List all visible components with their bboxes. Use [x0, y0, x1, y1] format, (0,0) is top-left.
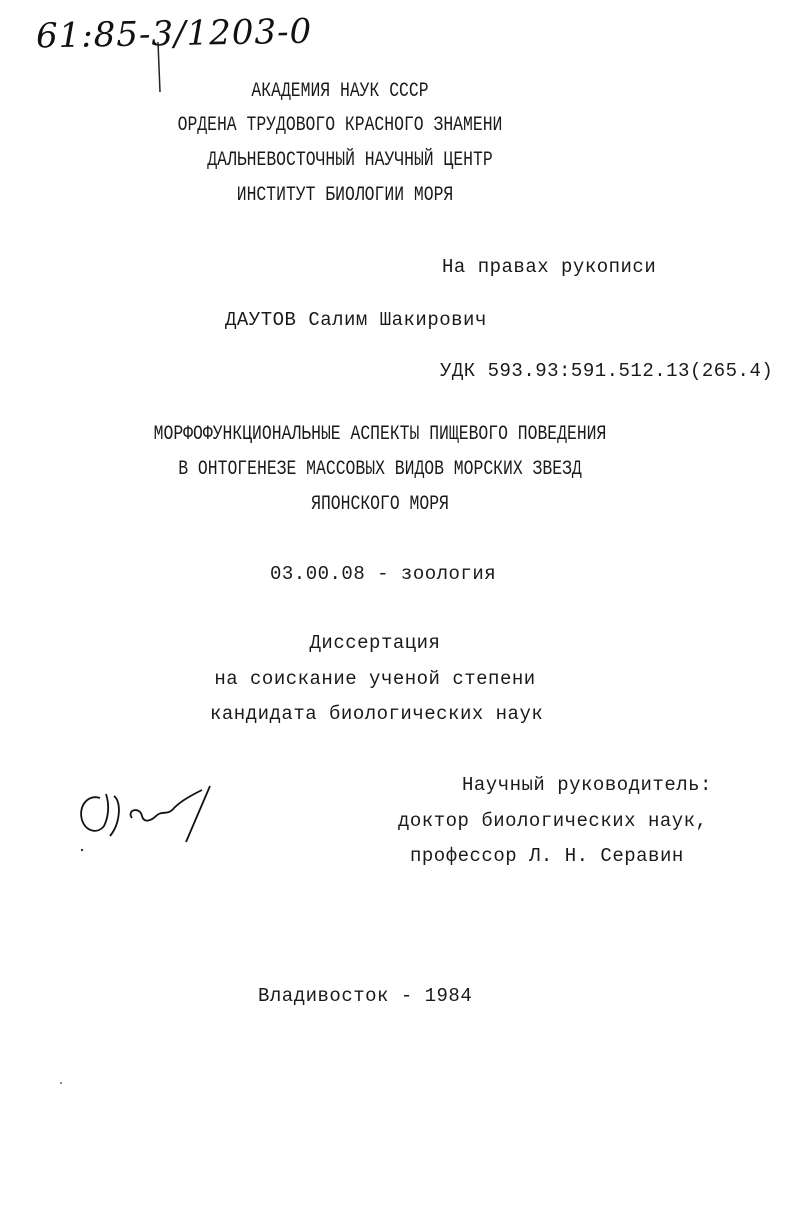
supervisor-label: Научный руководитель: [462, 774, 712, 796]
supervisor-degree: доктор биологических наук, [398, 810, 708, 832]
scan-speck [60, 1082, 62, 1084]
archive-mark-stroke [150, 40, 170, 100]
degree-line-3: кандидата биологических наук [210, 703, 544, 725]
supervisor-name: профессор Л. Н. Серавин [410, 845, 684, 867]
manuscript-rights: На правах рукописи [442, 256, 657, 278]
place-and-year: Владивосток - 1984 [258, 985, 473, 1007]
udc-code: УДК 593.93:591.512.13(265.4) [440, 360, 774, 382]
institution-line-3: ДАЛЬНЕВОСТОЧНЫЙ НАУЧНЫЙ ЦЕНТР [207, 149, 493, 172]
institution-line-4: ИНСТИТУТ БИОЛОГИИ МОРЯ [236, 184, 454, 207]
degree-line-2: на соискание ученой степени [214, 668, 536, 690]
archive-mark: 61:85-3/1203-0 [35, 11, 313, 57]
institution-line-2: ОРДЕНА ТРУДОВОГО КРАСНОГО ЗНАМЕНИ [177, 114, 503, 137]
specialty: 03.00.08 - зоология [270, 563, 497, 585]
thesis-title-line-1: МОРФОФУНКЦИОНАЛЬНЫЕ АСПЕКТЫ ПИЩЕВОГО ПОВЕДЕНИЯ [153, 423, 607, 446]
degree-line-1: Диссертация [309, 632, 441, 654]
author-name: ДАУТОВ Салим Шакирович [225, 309, 487, 331]
thesis-title-line-2: В ОНТОГЕНЕЗЕ МАССОВЫХ ВИДОВ МОРСКИХ ЗВЕЗД [178, 458, 582, 481]
thesis-title-line-3: ЯПОНСКОГО МОРЯ [311, 493, 449, 516]
signature [70, 780, 220, 860]
institution-line-1: АКАДЕМИЯ НАУК СССР [251, 80, 429, 103]
